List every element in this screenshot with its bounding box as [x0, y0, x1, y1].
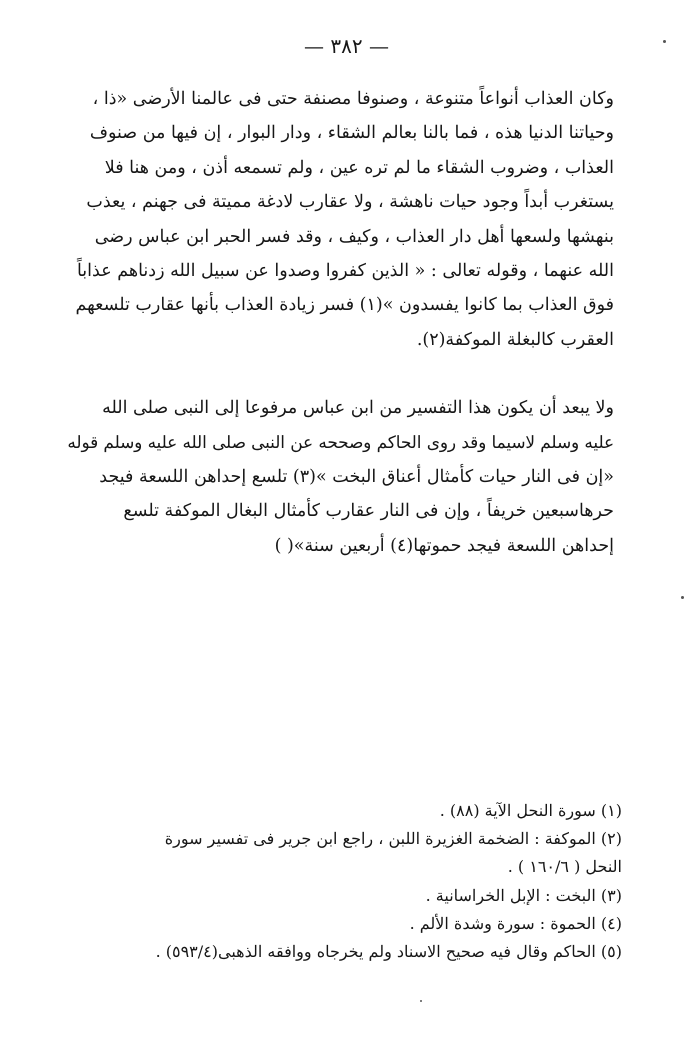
text-line: حرهاسبعين خريفاً ، وإن فى النار عقارب كأمثال البغال الموكفة تلسع: [123, 501, 614, 522]
paragraph-1: [66, 82, 614, 357]
text-line: العذاب ، وضروب الشقاء ما لم تره عين ، ولم تسمعه أذن ، ومن هنا فلا: [104, 157, 614, 178]
text-line: ولا يبعد أن يكون هذا التفسير من ابن عباس مرفوعا إلى النبى صلى الله: [102, 398, 614, 418]
text-line: يستغرب أبداً وجود حيات ناهشة ، ولا عقارب لادغة مميتة فى جهنم ، يعذب: [86, 192, 614, 213]
text-line: «إن فى النار حيات كأمثال أعناق البخت »(٣) تلسع إحداهن اللسعة فيجد: [99, 466, 614, 487]
text-line: عليه وسلم لاسيما وقد روى الحاكم وصححه عن النبى صلى الله عليه وسلم قوله: [67, 432, 614, 453]
paragraph-2: [66, 391, 614, 563]
footnote: (٥) الحاكم وقال فيه صحيح الاسناد ولم يخرجاه ووافقه الذهبى(٥٩٣/٤) .: [155, 941, 622, 961]
scan-speck: [663, 40, 666, 43]
footnote: (١) سورة النحل الآية (٨٨) .: [439, 801, 622, 820]
text-line: وكان العذاب أنواعاً متنوعة ، وصنوفا مصنفة حتى فى عالمنا الأرضى «ذا ،: [92, 89, 614, 109]
footnote: (٤) الحموة : سورة وشدة الألم .: [409, 913, 622, 933]
text-line: بنهشها ولسعها أهل دار العذاب ، وكيف ، وقد فسر الحبر ابن عباس رضى: [94, 226, 614, 247]
footnote: (٢) الموكفة : الضخمة الغزيرة اللبن ، راجع ابن جرير فى تفسير سورة: [164, 829, 622, 849]
scan-speck: [420, 1000, 422, 1002]
text-line: العقرب كالبغلة الموكفة(٢).: [416, 329, 614, 350]
text-line: الله عنهما ، وقوله تعالى : « الذين كفروا وصدوا عن سبيل الله زدناهم عذاباً: [76, 260, 614, 281]
text-line: وحياتنا الدنيا هذه ، فما بالنا بعالم الشقاء ، ودار البوار ، إن فيها من صنوف: [89, 123, 614, 144]
footnotes: [82, 797, 622, 966]
footnote: (٣) البخت : الإبل الخراسانية .: [425, 885, 622, 905]
footnote: النحل ( ١٦٠/٦ ) .: [507, 857, 622, 877]
scan-speck: [681, 596, 684, 599]
page-number: — ٣٨٢ —: [304, 34, 389, 58]
text-line: إحداهن اللسعة فيجد حموتها(٤) أربعين سنة»( ): [274, 535, 614, 556]
text-line: فوق العذاب بما كانوا يفسدون »(١) فسر زيادة العذاب بأنها عقارب تلسعهم: [75, 295, 614, 316]
